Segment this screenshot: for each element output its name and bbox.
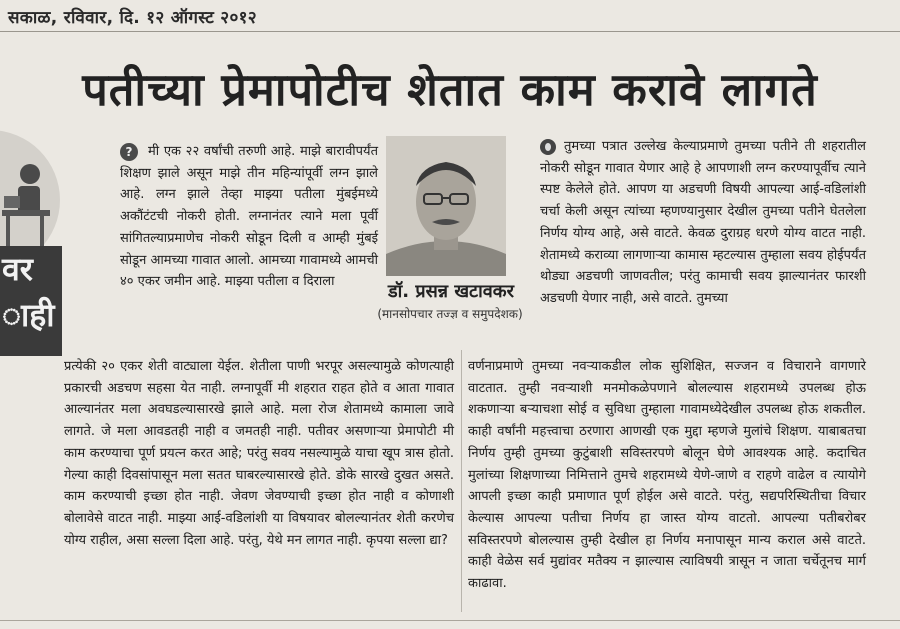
answer-top: [540, 136, 866, 310]
desk-figure-icon: [0, 160, 52, 250]
answer-icon: [540, 139, 556, 155]
question-bottom-text: प्रत्येकी २० एकर शेती वाट्याला येईल. शेतीला पाणी भरपूर असल्यामुळे कोणत्याही प्रकारची अडचण सहसा येत नाही. लग्नापूर्वी मी शहरात राहत होते व आता गावात आल्यानंतर मला अवघडल्यासारखे झाले आहे. मला रोज शेतामध्ये कामाला जावे लागते. जे मला आवडतही नाही व जमतही नाही. पतीवर असणाऱ्या प्रेमापोटी मी काम करण्याचा पूर्ण प्रयत्न करत आहे; परंतु सवय नसल्यामुळे याचा खूप त्रास होतो. गेल्या काही दिवसांपासून मला सतत घाबरल्यासारखे होते. डोके सारखे दुखत असते. काम करण्याची इच्छा होत नाही. जेवण जेवण्याची इच्छा होत नाही व कोणाशी बोलावेसे वाटत नाही. माझ्या आई-वडिलांशी या विषयावर बोलल्यानंतर शेती करणेच योग्य राहील, असा सल्ला दिला आहे. परंतु, येथे मन लागत नाही. कृपया सल्ला द्या?: [64, 359, 454, 548]
question-bottom: [64, 356, 454, 551]
question-top: [120, 141, 378, 293]
strip-band: [0, 246, 62, 356]
dateline: सकाळ, रविवार, दि. १२ ऑगस्ट २०१२: [8, 8, 257, 28]
question-icon: ?: [120, 143, 138, 161]
top-rule: [0, 31, 900, 32]
answer-top-text: तुमच्या पत्रात उल्लेख केल्याप्रमाणे तुमच्या पतीने ती शहरातील नोकरी सोडून गावात येणार आहे हे आपणाशी लग्न करण्यापूर्वीच त्याने स्पष्ट केलेले होते. आपण या अडचणी विषयी आपल्या आई-वडिलांशी चर्चा केली असून त्यांच्या म्हणण्यानुसार देखील तुमच्या पतीने घेतलेला निर्णय योग्य आहे, असे वाटते. केवळ दुराग्रह धरणे योग्य वाटत नाही. शेतामध्ये कराव्या लागणाऱ्या कामास म्हटल्यास तुम्हाला सवय होईपर्यंत थोड्या अडचणी जाणवतील; परंतु कामाची सवय झाल्यानंतर फारशी अडचणी येणार नाही, असे वाटते. तुमच्या: [540, 139, 866, 306]
bottom-rule: [0, 620, 900, 621]
strip-line-2: ाही: [2, 296, 55, 334]
author-name: डॉ. प्रसन्न खटावकर: [388, 281, 514, 302]
author-portrait-icon: [386, 136, 506, 276]
strip-line-1: वर: [2, 250, 33, 288]
author-photo: [386, 136, 506, 276]
answer-bottom-text: वर्णनाप्रमाणे तुमच्या नवऱ्याकडील लोक सुशिक्षित, सज्जन व विचाराने वागणारे वाटतात. तुम्ही नवऱ्याशी मनमोकळेपणाने बोलल्यास शहरामध्ये उपलब्ध होऊ शकणाऱ्या बऱ्याचशा सोई व सुविधा तुम्हाला गावामध्येदेखील उपलब्ध होऊ शकतील. काही वर्षांनी महत्त्वाचा ठरणारा आणखी एक मुद्दा म्हणजे मुलांचे शिक्षण. याबाबतचा निर्णय तुम्ही तुमच्या कुटुंबाशी सविस्तरपणे बोलून घेणे आवश्यक आहे. कदाचित मुलांच्या शिक्षणाच्या निमित्ताने तुमचे शहरामध्ये येणे-जाणे व राहणे वाढेल व त्यायोगे आपली इच्छा काही प्रमाणात पूर्ण होईल असे वाटते. परंतु, सद्यपरिस्थितीचा विचार केल्यास आपल्या पतीचा निर्णय हा जास्त योग्य वाटतो. आपल्या पतीबरोबर सविस्तरपणे बोलल्यास तुम्ही देखील हा निर्णय मनापासून मान्य कराल असे वाटते. काही वेळेस सर्व मुद्यांवर मतैक्य न झाल्यास त्याविषयी त्रासून न जाता चर्चेतूनच मार्ग काढावा.: [468, 359, 866, 592]
answer-bottom: [468, 356, 866, 595]
headline: पतीच्या प्रेमापोटीच शेतात काम करावे लागते: [82, 63, 818, 116]
adjacent-column-strip: [0, 120, 62, 360]
column-divider: [461, 350, 462, 612]
question-top-text: मी एक २२ वर्षांची तरुणी आहे. माझे बारावीपर्यंत शिक्षण झाले असून माझे तीन महिन्यांपूर्वी लग्न झाले आहे. लग्न झाले तेव्हा माझ्या पतीला मुंबईमध्ये अकौंटंटची नोकरी होती. लग्नानंतर त्याने मला पूर्वी सांगितल्याप्रमाणेच नोकरी सोडून दिली व आम्ही मुंबई सोडून आमच्या गावात आलो. आमच्या गावामध्ये आमची ४० एकर जमीन आहे. माझ्या पतीला व दिराला: [120, 144, 378, 290]
author-role: (मानसोपचार तज्ज्ञ व समुपदेशक): [377, 307, 523, 321]
